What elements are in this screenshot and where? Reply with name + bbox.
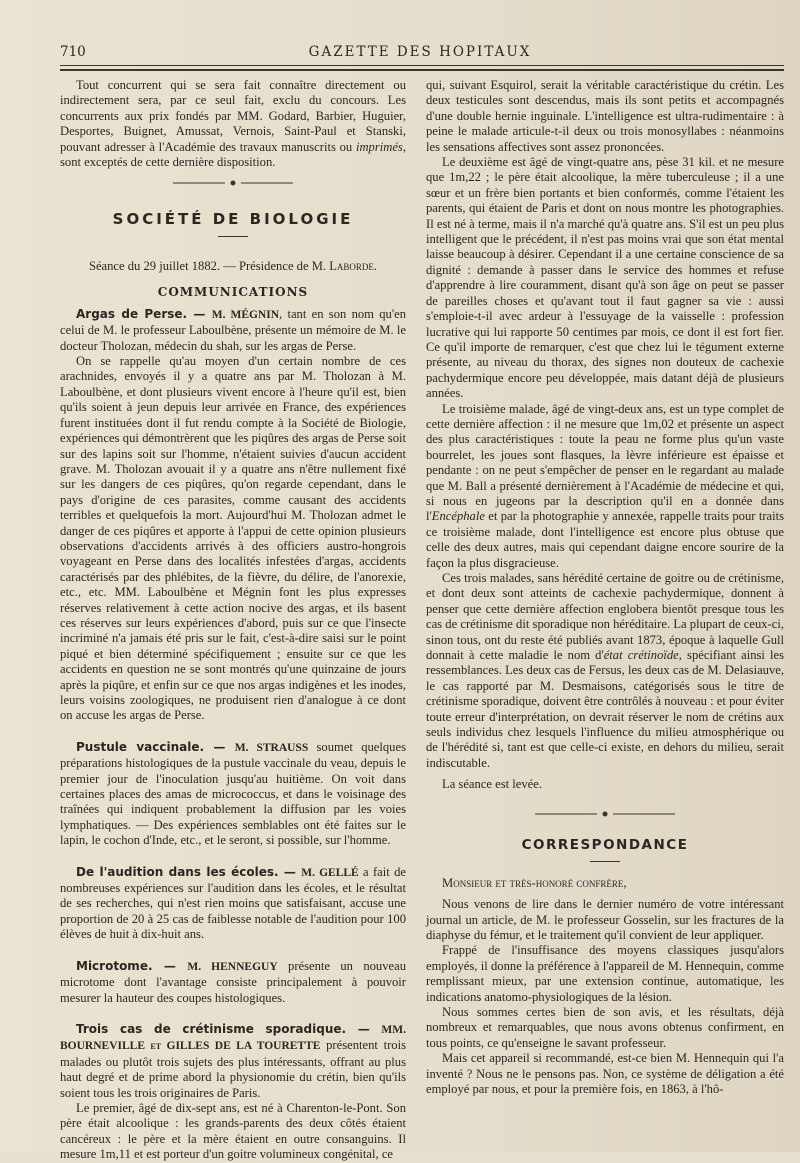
header-rule-thick	[60, 69, 784, 71]
right-column	[426, 78, 784, 1097]
journal-title: GAZETTE DES HOPITAUX	[308, 44, 532, 60]
cretinism-paragraph: Trois cas de crétinisme sporadique. — MM. BOURNEVILLE et GILLES DE LA TOURETTE présentent trois malades ou plutôt trois sujets des plus intéressants, offrant au plus haut degré et de prime abord la physionomie du crétin, bien qu'ils soient tous les trois originaires de Paris.	[60, 1021, 406, 1100]
running-head	[60, 44, 780, 64]
cretinism-paragraph-2: Le premier, âgé de dix-sept ans, est né à Charenton-le-Pont. Son père était alcoolique : les grands-parents des deux côtés étaient cancéreux : le père et la mère étaient en outre consanguins. Il mesure 1m,11 et est porteur d'un goitre volumineux congénital, ce	[60, 1100, 406, 1162]
correspondance-title: CORRESPONDANCE	[521, 836, 689, 853]
salutation: Monsieur et très-honoré confrère,	[442, 875, 627, 890]
right-paragraph-4: Ces trois malades, sans hérédité certaine de goitre ou de crétinisme, et dont deux sont atteints de cachexie pachydermique, donnent à penser que cette dernière affection englobera bientôt presque tous les cas de crétinisme dit sporadique non héréditaire. La plupart de ceux-ci, sinon tous, ont du reste été publiés avant 1873, époque à laquelle Gull donnait à cette maladie le nom d'état crétinoïde, spécifiant ainsi les ressemblances. Les deux cas de Fersus, les deux cas de M. Delasiauve, le cas rapporté par M. Desmaisons, catégorisés sous le titre de crétinisme sporadique, doivent être contrôlés à nouveau : et pour éviter toute erreur d'interprétation, on devrait réserver le nom de crétins aux seuls individus chez lesquels l'influence du milieu atmosphérique ou de l'hérédité si, tant est que celle-ci existe, en dehors du milieu, serait indiscutable.	[426, 571, 784, 770]
right-paragraph-3: Le troisième malade, âgé de vingt-deux ans, est un type complet de cette dernière affection : il ne mesure que 1m,02 et présente un aspect des plus caractéristiques : toute la peau ne forme plus qu'un vaste bourrelet, les joues sont flasques, la lèvre inférieure est épaisse et pendante : on ne peut s'empêcher de penser en le regardant au malade que M. Ball a présenté dernièrement à l'Académie de médecine et qui, si nous en jugeons par la description qu'il en a donnée dans l'Encéphale et par la photographie y annexée, rappelle traits pour traits ce troisième malade, dont l'intelligence est encore plus obtuse que celle des deux autres, mais qui cependant daigne encore sourire de la façon la plus disgracieuse.	[426, 401, 784, 570]
audition-paragraph: De l'audition dans les écoles. — M. GELLÉ a fait de nombreuses expériences sur l'audition dans les écoles, et le résultat de ses recherches, qui n'est rien moins que satisfaisant, accuse une proportion de 20 à 25 cas de faiblesse notable de l'audition pour 100 élèves de huit à dix-huit ans.	[60, 864, 406, 942]
corr-paragraph-1: Nous venons de lire dans le dernier numéro de votre intéressant journal un article, de M. le professeur Gosselin, sur les fractures de la diaphyse du fémur, et le traitement qu'il convient de leur appliquer.	[426, 897, 784, 942]
pustule-paragraph: Pustule vaccinale. — M. STRAUSS soumet quelques préparations histologiques de la pustule vaccinale du veau, depuis le premier jour de l'inoculation jusqu'au huitième. On voit dans certaines places des amas de micrococcus, et dans le voisinage des traînées qui indiquent probablement la diffusion par les voies lymphatiques. — Des expériences semblables ont été faites sur le lapin, le cochon d'Inde, etc., et le seront, si possible, sur l'homme.	[60, 739, 406, 848]
argas-paragraph-2: On se rappelle qu'au moyen d'un certain nombre de ces arachnides, envoyés il y a quatre ans par M. Tholozan à M. Laboulbène, et dont plusieurs vivent encore à l'heure qu'il est, bien qu'ils soient à jeun depuis leur arrivée en France, des expériences furent instituées dont il fut rendu compte à la Société de Biologie, expériences qui démontrèrent que les piqûres des argas de Perse soit sur des lapins soit sur l'homme, n'étaient suivies d'aucun accident grave. M. Tholozan avouait il y a quatre ans n'être nullement fixé sur les dangers de ces piqûres, qu'on regarde cependant, dans le pays d'origine de ces parasites, comme causant des accidents terribles et quelquefois la mort. Aujourd'hui M. Tholozan admet le danger de ces piqûres et apporte à l'appui de cette opinion plusieurs observations d'accidents arrivés à des officiers austro-hongrois voyageant en Perse dans des localités infestées d'argas, accidents caractérisés par des phlébites, de la fièvre, du délire, de l'anorexie, etc., etc. MM. Laboulbène et Mégnin font les plus expresses réserves relativement à cette action nocive des argas, et ils basent ces réserves sur leurs expériences d'abord, puis sur ce que l'insecte incriminé n'a jamais été pris sur le fait, c'est-à-dire saisi sur le point piqué et bien déterminé spécifiquement ; ensuite sur ce que les accidents en question ne se sont montrés qu'une quinzaine de jours après la piqûre, et enfin sur ce que nos argas indigènes et les inodes, leurs voisins zoologiques, ne produisent rien d'analogue à ce dont on accuse les argas de Perse.	[60, 354, 406, 723]
right-paragraph-1: qui, suivant Esquirol, serait la véritable caractéristique du crétin. Les deux testicules sont descendus, mais ils sont petits et accompagnés d'une double hernie inguinale. L'intelligence est ultra-rudimentaire : à peine le malade articule-t-il deux ou trois monosyllabes : néanmoins les sensations affectives sont assez prononcées.	[426, 78, 784, 154]
session-line: Séance du 29 juillet 1882. — Présidence de M. Laborde.	[88, 259, 378, 274]
ornament-divider	[60, 178, 406, 190]
page-number: 710	[60, 44, 86, 60]
corr-paragraph-4: Mais cet appareil si recommandé, est-ce bien M. Hennequin qui l'a inventé ? Nous ne le pensons pas. Non, ce système de déligation a été employé par nous, et pour la première fois, en 1863, à l'hô-	[426, 1051, 784, 1096]
closing-line: La séance est levée.	[442, 777, 542, 792]
corr-paragraph-3: Nous sommes certes bien de son avis, et les résultats, déjà nombreux et remarquables, que nous avons obtenus confirment, en tous points, ce qu'enseigne le savant professeur.	[426, 1004, 784, 1050]
left-column	[60, 78, 406, 1163]
intro-paragraph: Tout concurrent qui se sera fait connaître directement ou indirectement sera, par ce seul fait, exclu du concours. Les concurrents aux prix fondés par MM. Godard, Barbier, Huguier, Desportes, Buignet, Amussat, Vernois, Saint-Paul et Stanski, pouvant adresser à l'Académie des travaux manuscrits ou imprimés, sont exceptés de cette dernière disposition.	[60, 78, 406, 170]
corr-paragraph-2: Frappé de l'insuffisance des moyens classiques jusqu'alors employés, il donne la préférence à l'appareil de M. Hennequin, comme remplissant mieux, par une extension continue, automatique, les indications anatomo-physiologiques de la lésion.	[426, 943, 784, 1004]
right-paragraph-2: Le deuxième est âgé de vingt-quatre ans, pèse 31 kil. et ne mesure que 1m,22 ; le père était alcoolique, la mère tuberculeuse ; il a une sœur et un frère bien portants et bien conformés, comme l'étaient les parents, qui étaient de Paris et dont on nous montre les photographies. Il est né à terme, mais il n'a marché qu'à quatre ans. S'il est un peu plus intelligent que le précédent, il n'est pas moins vrai que son état mental laisse beaucoup à désirer. Cependant il a une certaine conscience de sa dignité : demande à passer dans le service des hommes et refuse d'apprendre à lire couramment, disant qu'à son âge on peut se passer de pareilles choses et qu'avant tout il faut gagner sa vie : aussi s'emploie-t-il avec ardeur à l'essuyage de la vaisselle : profession lucrative qui lui rapporte 50 centimes par mois, ce dont il est fort fier. Ce qu'il importe de remarquer, c'est que chez lui le tégument externe présente, au niveau du thorax, des signes non douteux de cachexie pachydermique encore peu développée, mais datant déjà de plusieurs années.	[426, 155, 784, 401]
communications-heading: COMMUNICATIONS	[157, 284, 309, 299]
argas-paragraph: Argas de Perse. — M. MÉGNIN, tant en son nom qu'en celui de M. le professeur Laboulbène, présente un mémoire de M. le docteur Tholozan, médecin du shah, sur les argas de Perse.	[60, 306, 406, 353]
ornament-divider-2	[426, 809, 784, 821]
header-rule	[60, 65, 784, 66]
microtome-paragraph: Microtome. — M. HENNEGUY présente un nouveau microtome dont l'avantage consiste principalement à pouvoir mesurer la hauteur des coupes histologiques.	[60, 958, 406, 1005]
society-title: SOCIÉTÉ DE BIOLOGIE	[112, 210, 354, 229]
